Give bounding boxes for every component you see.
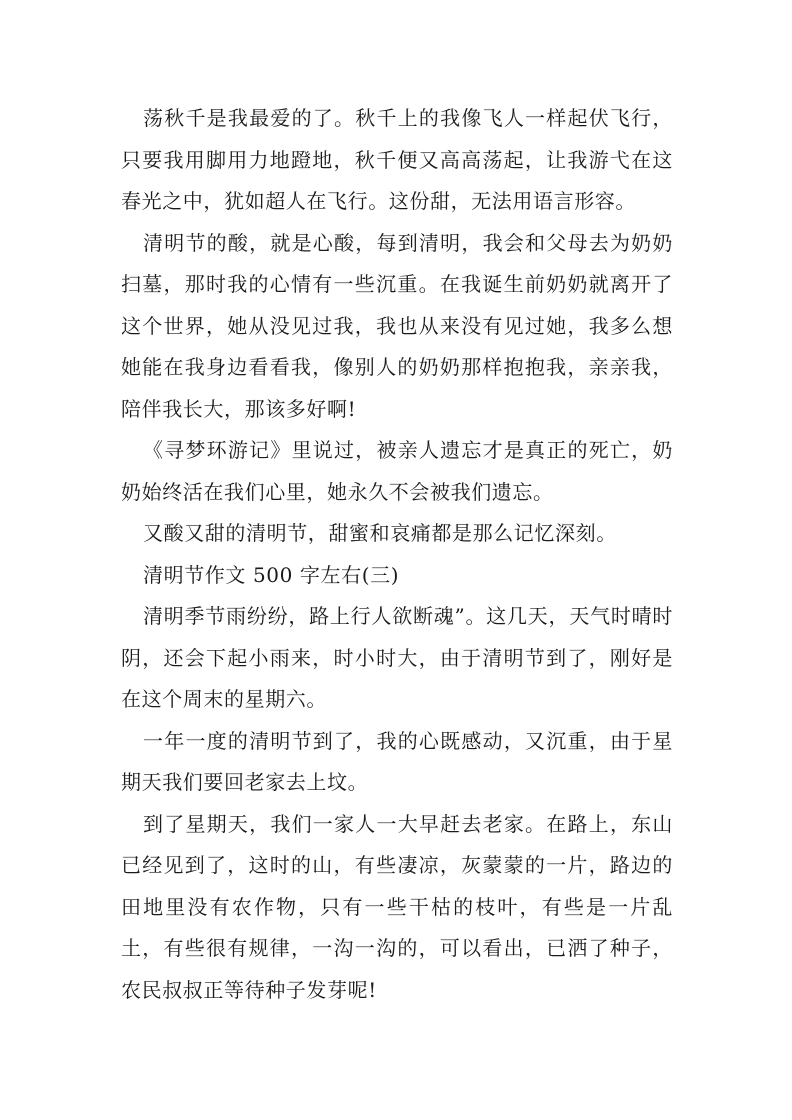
paragraph-rain: 清明季节雨纷纷，路上行人欲断魂”。这几天，天气时晴时阴，还会下起小雨来，时小时大，由于清明节到了，刚好是在这个周末的星期六。 (121, 604, 673, 711)
section-heading: 清明节作文 500 字左右(三) (143, 562, 400, 587)
paragraph-coco-quote: 《寻梦环游记》里说过，被亲人遗忘才是真正的死亡，奶奶始终活在我们心里，她永久不会被我们遗忘。 (121, 438, 673, 504)
document-page (121, 98, 673, 1011)
paragraph-sweet-sour: 又酸又甜的清明节，甜蜜和哀痛都是那么记忆深刻。 (143, 521, 617, 545)
paragraph-grandmother: 清明节的酸，就是心酸，每到清明，我会和父母去为奶奶扫墓，那时我的心情有一些沉重。在我诞生前奶奶就离开了这个世界，她从没见过我，我也从来没有见过她，我多么想她能在我身边看看我，像别人的奶奶那样抱抱我，亲亲我，陪伴我长大，那该多好啊! (121, 230, 673, 421)
paragraph-journey: 到了星期天，我们一家人一大早赶去老家。在路上，东山已经见到了，这时的山，有些凄凉，灰蒙蒙的一片，路边的田地里没有农作物，只有一些干枯的枝叶，有些是一片乱土，有些很有规律，一沟一沟的，可以看出，已洒了种子，农民叔叔正等待种子发芽呢! (121, 811, 673, 1002)
paragraph-grave-visit: 一年一度的清明节到了，我的心既感动，又沉重，由于星期天我们要回老家去上坟。 (121, 728, 673, 794)
paragraph-swing: 荡秋千是我最爱的了。秋千上的我像飞人一样起伏飞行，只要我用脚用力地蹬地，秋千便又高高荡起，让我游弋在这春光之中，犹如超人在飞行。这份甜，无法用语言形容。 (121, 106, 673, 213)
